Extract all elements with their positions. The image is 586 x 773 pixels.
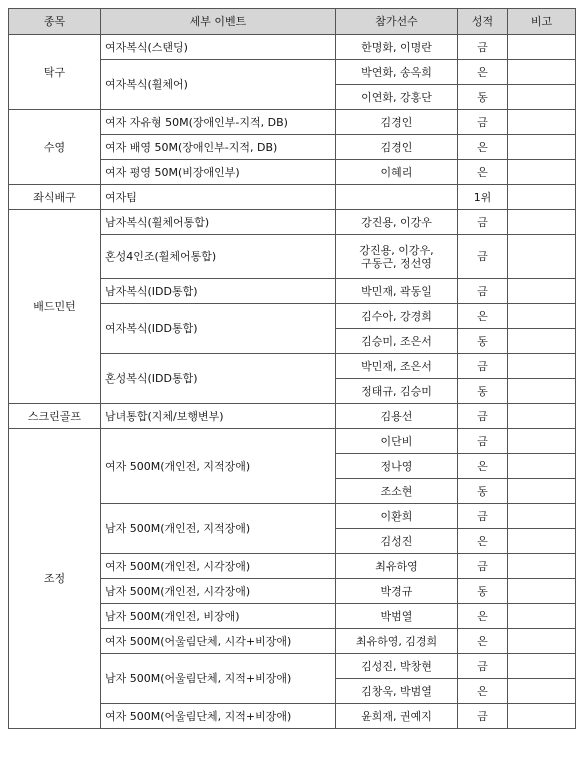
athlete-cell: 윤희재, 권예지 bbox=[336, 704, 458, 729]
table-row bbox=[9, 110, 576, 135]
event-cell: 여자 500M(어울림단체, 시각+비장애) bbox=[101, 629, 336, 654]
note-cell bbox=[508, 479, 576, 504]
header-row bbox=[9, 9, 576, 35]
event-cell: 남자 500M(개인전, 비장애) bbox=[101, 604, 336, 629]
athlete-cell: 김경인 bbox=[336, 110, 458, 135]
header-note: 비고 bbox=[508, 9, 576, 35]
result-cell: 동 bbox=[458, 579, 508, 604]
result-cell: 금 bbox=[458, 35, 508, 60]
event-cell: 여자복식(스탠딩) bbox=[101, 35, 336, 60]
note-cell bbox=[508, 185, 576, 210]
table-row bbox=[9, 35, 576, 60]
event-cell: 여자 500M(개인전, 시각장애) bbox=[101, 554, 336, 579]
note-cell bbox=[508, 304, 576, 329]
result-cell: 금 bbox=[458, 210, 508, 235]
event-cell: 여자복식(휠체어) bbox=[101, 60, 336, 110]
result-cell: 은 bbox=[458, 304, 508, 329]
note-cell bbox=[508, 85, 576, 110]
result-cell: 금 bbox=[458, 235, 508, 279]
note-cell bbox=[508, 654, 576, 679]
result-cell: 동 bbox=[458, 85, 508, 110]
header-sport: 종목 bbox=[9, 9, 101, 35]
athlete-line: 강진용, 이강우, bbox=[359, 243, 434, 257]
sport-cell: 배드민턴 bbox=[9, 210, 101, 404]
note-cell bbox=[508, 60, 576, 85]
header-athletes: 참가선수 bbox=[336, 9, 458, 35]
result-cell: 금 bbox=[458, 279, 508, 304]
result-cell: 은 bbox=[458, 454, 508, 479]
result-cell: 금 bbox=[458, 654, 508, 679]
result-cell: 금 bbox=[458, 354, 508, 379]
note-cell bbox=[508, 704, 576, 729]
note-cell bbox=[508, 160, 576, 185]
athlete-cell: 정나영 bbox=[336, 454, 458, 479]
event-cell: 남자복식(IDD통합) bbox=[101, 279, 336, 304]
note-cell bbox=[508, 504, 576, 529]
athlete-cell: 이연화, 강홍단 bbox=[336, 85, 458, 110]
athlete-cell: 정태규, 김승미 bbox=[336, 379, 458, 404]
athlete-cell: 박범열 bbox=[336, 604, 458, 629]
sport-cell: 조정 bbox=[9, 429, 101, 729]
event-cell: 여자 500M(어울림단체, 지적+비장애) bbox=[101, 704, 336, 729]
table-row bbox=[9, 210, 576, 235]
result-cell: 은 bbox=[458, 604, 508, 629]
athlete-cell bbox=[336, 235, 458, 279]
table-row bbox=[9, 404, 576, 429]
note-cell bbox=[508, 554, 576, 579]
note-cell bbox=[508, 604, 576, 629]
result-cell: 은 bbox=[458, 679, 508, 704]
result-cell: 1위 bbox=[458, 185, 508, 210]
note-cell bbox=[508, 679, 576, 704]
note-cell bbox=[508, 135, 576, 160]
result-cell: 동 bbox=[458, 329, 508, 354]
athlete-cell: 박민재, 곽동일 bbox=[336, 279, 458, 304]
athlete-cell: 박민재, 조은서 bbox=[336, 354, 458, 379]
result-cell: 금 bbox=[458, 554, 508, 579]
athlete-cell bbox=[336, 185, 458, 210]
event-cell: 여자 평영 50M(비장애인부) bbox=[101, 160, 336, 185]
athlete-cell: 박연화, 송옥희 bbox=[336, 60, 458, 85]
athlete-cell: 한명화, 이명란 bbox=[336, 35, 458, 60]
result-cell: 금 bbox=[458, 504, 508, 529]
athlete-cell: 이환희 bbox=[336, 504, 458, 529]
note-cell bbox=[508, 429, 576, 454]
note-cell bbox=[508, 279, 576, 304]
note-cell bbox=[508, 210, 576, 235]
sport-cell: 좌식배구 bbox=[9, 185, 101, 210]
event-cell: 혼성4인조(휠체어통합) bbox=[101, 235, 336, 279]
athlete-cell: 김경인 bbox=[336, 135, 458, 160]
result-cell: 은 bbox=[458, 160, 508, 185]
athlete-cell: 최유하영, 김경희 bbox=[336, 629, 458, 654]
note-cell bbox=[508, 329, 576, 354]
result-cell: 은 bbox=[458, 629, 508, 654]
note-cell bbox=[508, 35, 576, 60]
result-cell: 은 bbox=[458, 135, 508, 160]
note-cell bbox=[508, 454, 576, 479]
note-cell bbox=[508, 629, 576, 654]
event-cell: 남자 500M(어울림단체, 지적+비장애) bbox=[101, 654, 336, 704]
event-cell: 남자 500M(개인전, 지적장애) bbox=[101, 504, 336, 554]
result-cell: 은 bbox=[458, 60, 508, 85]
athlete-cell: 김용선 bbox=[336, 404, 458, 429]
athlete-cell: 김성진 bbox=[336, 529, 458, 554]
note-cell bbox=[508, 379, 576, 404]
athlete-cell: 김승미, 조은서 bbox=[336, 329, 458, 354]
event-cell: 여자팀 bbox=[101, 185, 336, 210]
header-event: 세부 이벤트 bbox=[101, 9, 336, 35]
event-cell: 여자 자유형 50M(장애인부-지적, DB) bbox=[101, 110, 336, 135]
result-cell: 동 bbox=[458, 479, 508, 504]
sport-cell: 스크린골프 bbox=[9, 404, 101, 429]
sport-cell: 수영 bbox=[9, 110, 101, 185]
athlete-cell: 이단비 bbox=[336, 429, 458, 454]
athlete-line: 구동근, 정선영 bbox=[361, 256, 432, 270]
event-cell: 남자 500M(개인전, 시각장애) bbox=[101, 579, 336, 604]
athlete-cell: 김창욱, 박범열 bbox=[336, 679, 458, 704]
event-cell: 여자복식(IDD통합) bbox=[101, 304, 336, 354]
athlete-cell: 이혜리 bbox=[336, 160, 458, 185]
header-result: 성적 bbox=[458, 9, 508, 35]
event-cell: 여자 500M(개인전, 지적장애) bbox=[101, 429, 336, 504]
event-cell: 혼성복식(IDD통합) bbox=[101, 354, 336, 404]
note-cell bbox=[508, 529, 576, 554]
event-cell: 남녀통합(지체/보행변부) bbox=[101, 404, 336, 429]
note-cell bbox=[508, 404, 576, 429]
athlete-cell: 강진용, 이강우 bbox=[336, 210, 458, 235]
result-cell: 금 bbox=[458, 429, 508, 454]
result-cell: 은 bbox=[458, 529, 508, 554]
result-cell: 금 bbox=[458, 110, 508, 135]
event-cell: 남자복식(휠체어통합) bbox=[101, 210, 336, 235]
note-cell bbox=[508, 235, 576, 279]
note-cell bbox=[508, 110, 576, 135]
sport-cell: 탁구 bbox=[9, 35, 101, 110]
note-cell bbox=[508, 354, 576, 379]
result-cell: 동 bbox=[458, 379, 508, 404]
athlete-cell: 김수아, 강경희 bbox=[336, 304, 458, 329]
note-cell bbox=[508, 579, 576, 604]
athlete-cell: 김성진, 박창현 bbox=[336, 654, 458, 679]
table-row bbox=[9, 429, 576, 454]
event-cell: 여자 배영 50M(장애인부-지적, DB) bbox=[101, 135, 336, 160]
table-row bbox=[9, 185, 576, 210]
results-table bbox=[8, 8, 576, 729]
athlete-cell: 박경규 bbox=[336, 579, 458, 604]
athlete-cell: 최유하영 bbox=[336, 554, 458, 579]
athlete-cell: 조소현 bbox=[336, 479, 458, 504]
result-cell: 금 bbox=[458, 704, 508, 729]
result-cell: 금 bbox=[458, 404, 508, 429]
